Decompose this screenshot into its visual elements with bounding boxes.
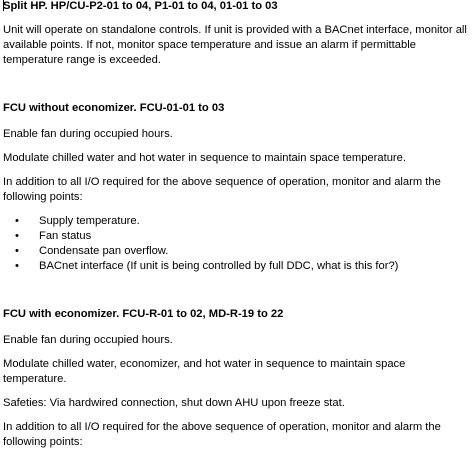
bullet-icon: • [15, 215, 19, 227]
paragraph: In addition to all I/O required for the above sequence of operation, monitor and alarm the following points: [3, 421, 441, 448]
paragraph: Unit will operate on standalone controls. If unit is provided with a BACnet interface, monitor all available points. If not, monitor space temperature and issue an alarm if permittable temperature range is exceeded. [3, 24, 467, 66]
paragraph: Modulate chilled water, economizer, and hot water in sequence to maintain space temperature. [3, 358, 406, 385]
section-split-hp [3, 0, 471, 68]
points-list [3, 214, 471, 274]
paragraph: Safeties: Via hardwired connection, shut down AHU upon freeze stat. [3, 397, 345, 409]
bullet-icon: • [15, 245, 19, 257]
section-fcu-with-economizer [3, 307, 471, 450]
paragraph: In addition to all I/O required for the above sequence of operation, monitor and alarm the following points: [3, 176, 441, 203]
section-heading: FCU with economizer. FCU-R-01 to 02, MD-R-19 to 22 [3, 308, 284, 320]
paragraph: Modulate chilled water and hot water in sequence to maintain space temperature. [3, 152, 406, 164]
section-heading: FCU without economizer. FCU-01-01 to 03 [3, 102, 225, 114]
bullet-icon: • [15, 230, 19, 242]
list-item: • Supply temperature. [15, 215, 140, 227]
bullet-icon: • [15, 260, 19, 272]
list-item: • BACnet interface (If unit is being controlled by full DDC, what is this for?) [15, 260, 399, 272]
paragraph: Enable fan during occupied hours. [3, 128, 173, 140]
list-item: • Fan status [15, 230, 92, 242]
paragraph: Enable fan during occupied hours. [3, 334, 173, 346]
section-fcu-without-economizer [3, 101, 471, 274]
section-heading: Split HP. HP/CU-P2-01 to 04, P1-01 to 04, 01-01 to 03 [3, 0, 278, 12]
document-page [3, 0, 471, 450]
list-item: • Condensate pan overflow. [15, 245, 169, 257]
